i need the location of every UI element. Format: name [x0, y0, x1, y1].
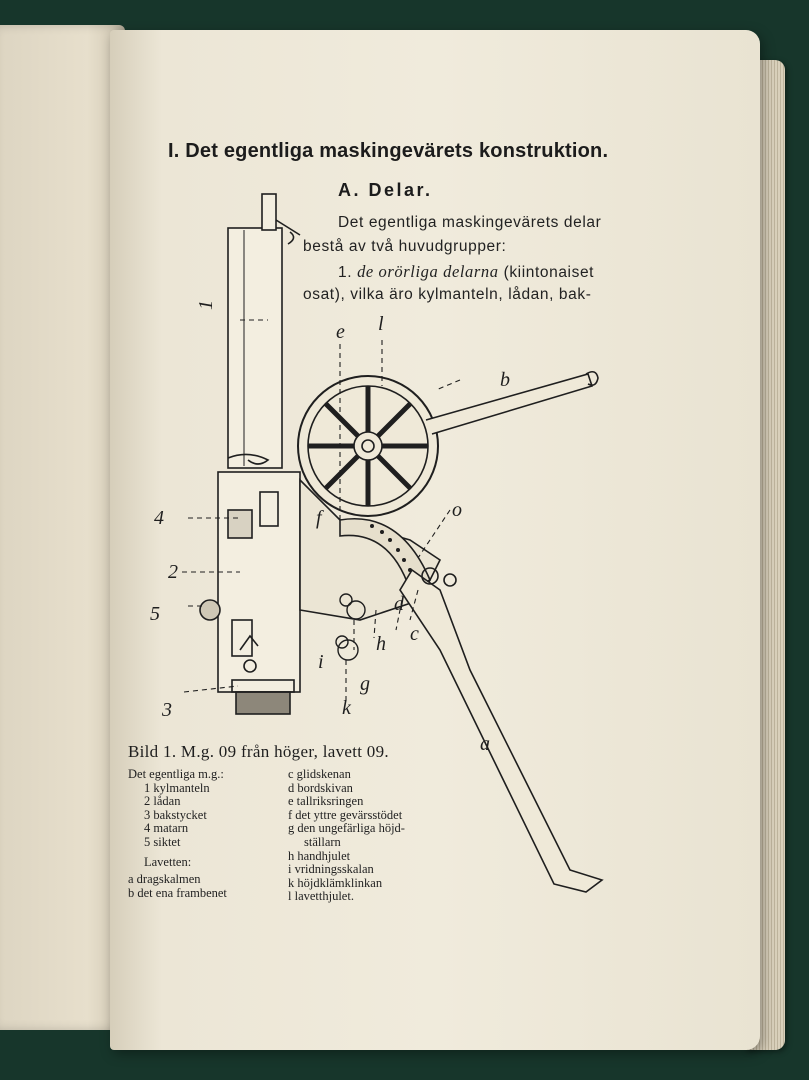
figure-label-b: b [500, 369, 510, 391]
figure-label-g: g [360, 673, 370, 695]
legend-item: b det ena frambenet [128, 885, 227, 900]
legend-item: c glidskenan [288, 767, 351, 781]
body-line-4: osat), vilka äro kylmanteln, lådan, bak- [303, 286, 592, 303]
figure-label-l: l [378, 313, 384, 335]
figure-caption: Bild 1. M.g. 09 från höger, lavett 09. [128, 742, 389, 761]
figure-label-f: f [316, 507, 322, 529]
body-line-2: bestå av två huvudgrupper: [303, 238, 507, 255]
body-line-3-rest: (kiintonaiset [503, 264, 595, 281]
legend-item: 2 lådan [144, 794, 181, 809]
legend-item: ställarn [304, 834, 341, 849]
figure-label-3: 3 [162, 699, 172, 721]
figure-label-h: h [376, 633, 386, 655]
legend-item: l lavetthjulet. [288, 889, 354, 904]
legend-item: 5 siktet [144, 834, 181, 849]
legend-item: 4 matarn [144, 821, 189, 836]
legend-item: k höjdklämklinkan [288, 875, 383, 890]
left-page [0, 25, 125, 1030]
lavetten-heading: Lavetten: [144, 854, 192, 869]
figure-label-e: e [336, 321, 345, 343]
figure-label-1: 1 [195, 300, 217, 310]
figure-label-5: 5 [150, 603, 160, 625]
body-line-1: Det egentliga maskingevärets delar [338, 214, 602, 231]
legend-left [128, 768, 227, 900]
legend-item: d bordskivan [288, 780, 353, 795]
legend-item: f det yttre gevärsstödet [288, 807, 403, 822]
machine-gun-illustration [140, 180, 760, 920]
figure-label-4: 4 [154, 507, 164, 529]
legend-item: 3 bakstycket [144, 807, 207, 822]
legend-item: i vridningsskalan [288, 862, 374, 877]
chapter-title: I. Det egentliga maskingevärets konstruktion. [168, 140, 609, 162]
list-number: 1. [338, 264, 353, 281]
legend-item: g den ungefärliga höjd- [288, 821, 405, 836]
legend-item: a dragskalmen [128, 872, 201, 887]
figure-label-a: a [480, 733, 490, 755]
legend-heading: Det egentliga m.g.: [128, 767, 224, 781]
figure-label-2: 2 [168, 561, 178, 583]
italic-term: de orörliga delarna [357, 262, 499, 281]
figure-label-o: o [452, 499, 462, 521]
figure-label-i: i [318, 651, 324, 673]
figure-label-d: d [394, 593, 404, 615]
legend-item: e tallriksringen [288, 794, 364, 809]
section-heading: A. Delar. [338, 180, 433, 200]
figure-label-c: c [410, 623, 419, 645]
legend-item: 1 kylmanteln [144, 780, 210, 795]
legend-item: h handhjulet [288, 848, 351, 863]
legend-right [288, 768, 405, 904]
figure-label-k: k [342, 697, 351, 719]
